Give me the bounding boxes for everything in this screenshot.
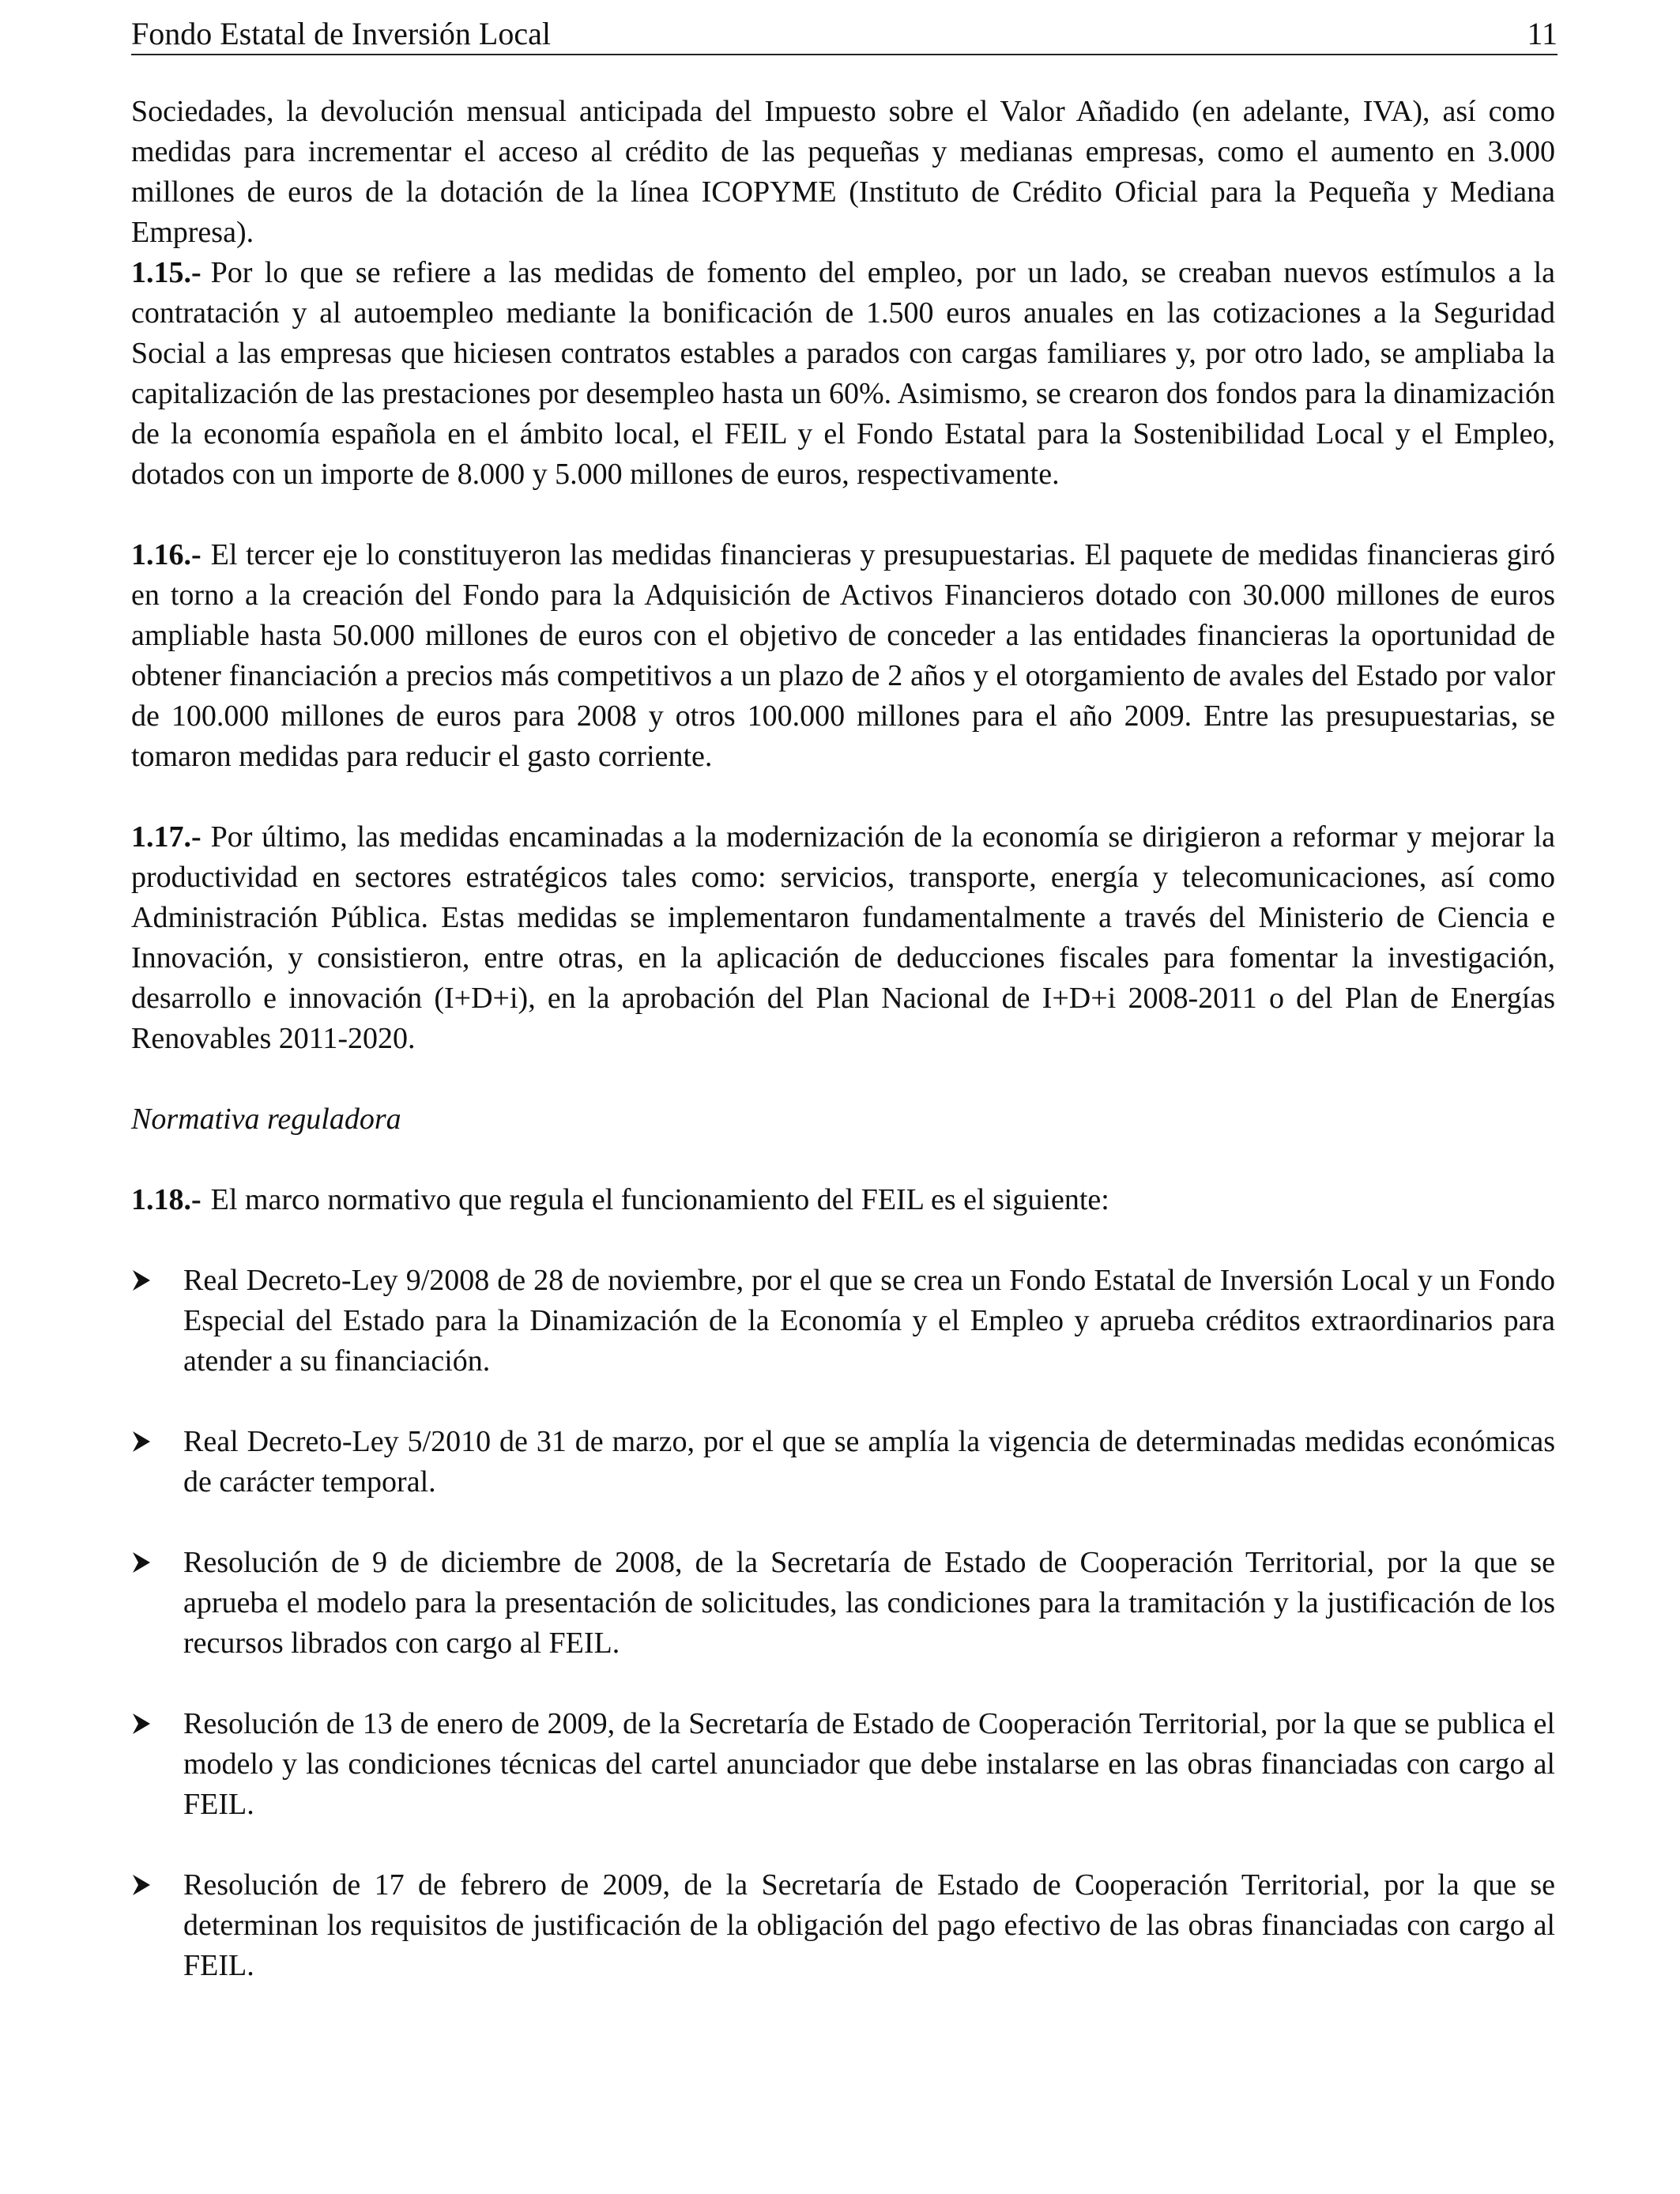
paragraph-number: 1.17.-	[131, 820, 202, 854]
list-item-text: Resolución de 13 de enero de 2009, de la Secretaría de Estado de Cooperación Territorial, por la que se publica el modelo y las condiciones técnicas del cartel anunciador que debe instalarse en las obras financiadas con cargo al FEIL.	[183, 1707, 1555, 1821]
arrow-bullet-icon	[131, 1422, 183, 1462]
paragraph-1-16	[131, 535, 1555, 777]
list-item-text: Resolución de 9 de diciembre de 2008, de la Secretaría de Estado de Cooperación Territorial, por la que se aprueba el modelo para la presentación de solicitudes, las condiciones para la tramitación y la justificación de los recursos librados con cargo al FEIL.	[183, 1546, 1555, 1660]
list-item	[131, 1261, 1555, 1382]
paragraph-number: 1.15.-	[131, 256, 202, 289]
paragraph-1-18	[131, 1180, 1555, 1220]
section-title: Normativa reguladora	[131, 1103, 401, 1136]
paragraph-text: Por lo que se refiere a las medidas de fomento del empleo, por un lado, se creaban nuevos estímulos a la contratación y al autoempleo mediante la bonificación de 1.500 euros anuales en las cotizaciones a la Seguridad Social a las empresas que hiciesen contratos estables a parados con cargas familiares y, por otro lado, se ampliaba la capitalización de las prestaciones por desempleo hasta un 60%. Asimismo, se crearon dos fondos para la dinamización de la economía española en el ámbito local, el FEIL y el Fondo Estatal para la Sostenibilidad Local y el Empleo, dotados con un importe de 8.000 y 5.000 millones de euros, respectivamente.	[131, 256, 1555, 491]
list-item	[131, 1704, 1555, 1825]
list-item	[131, 1865, 1555, 1986]
paragraph-text: El marco normativo que regula el funcionamiento del FEIL es el siguiente:	[210, 1183, 1109, 1216]
list-item	[131, 1422, 1555, 1502]
paragraph-number: 1.16.-	[131, 538, 202, 571]
paragraph-1-15	[131, 253, 1555, 495]
list-item-text: Resolución de 17 de febrero de 2009, de la Secretaría de Estado de Cooperación Territorial, por la que se determinan los requisitos de justificación de la obligación del pago efectivo de las obras financiadas con cargo al FEIL.	[183, 1868, 1555, 1982]
page-header	[131, 11, 1558, 55]
arrow-bullet-icon	[131, 1543, 183, 1583]
regulation-list	[131, 1261, 1555, 1986]
list-item-text: Real Decreto-Ley 9/2008 de 28 de noviembre, por el que se crea un Fondo Estatal de Inversión Local y un Fondo Especial del Estado para la Dinamización de la Economía y el Empleo y aprueba créditos extraordinarios para atender a su financiación.	[183, 1264, 1555, 1378]
arrow-bullet-icon	[131, 1261, 183, 1301]
paragraph-1-17	[131, 817, 1555, 1059]
header-title: Fondo Estatal de Inversión Local	[131, 16, 551, 51]
page-body	[131, 92, 1555, 2026]
paragraph-text: El tercer eje lo constituyeron las medidas financieras y presupuestarias. El paquete de medidas financieras giró en torno a la creación del Fondo para la Adquisición de Activos Financieros dotado con 30.000 millones de euros ampliable hasta 50.000 millones de euros con el objetivo de conceder a las entidades financieras la oportunidad de obtener financiación a precios más competitivos a un plazo de 2 años y el otorgamiento de avales del Estado por valor de 100.000 millones de euros para 2008 y otros 100.000 millones para el año 2009. Entre las presupuestarias, se tomaron medidas para reducir el gasto corriente.	[131, 538, 1555, 773]
paragraph-intro: Sociedades, la devolución mensual anticipada del Impuesto sobre el Valor Añadido (en adelante, IVA), así como medidas para incrementar el acceso al crédito de las pequeñas y medianas empresas, como el aumento en 3.000 millones de euros de la dotación de la línea ICOPYME (Instituto de Crédito Oficial para la Pequeña y Mediana Empresa).	[131, 95, 1555, 249]
page-number: 11	[1527, 16, 1558, 51]
list-item-text: Real Decreto-Ley 5/2010 de 31 de marzo, por el que se amplía la vigencia de determinadas medidas económicas de carácter temporal.	[183, 1425, 1555, 1498]
paragraph-number: 1.18.-	[131, 1183, 202, 1216]
list-item	[131, 1543, 1555, 1664]
paragraph-text: Por último, las medidas encaminadas a la modernización de la economía se dirigieron a reformar y mejorar la productividad en sectores estratégicos tales como: servicios, transporte, energía y telecomunicaciones, así como Administración Pública. Estas medidas se implementaron fundamentalmente a través del Ministerio de Ciencia e Innovación, y consistieron, entre otras, en la aplicación de deducciones fiscales para fomentar la investigación, desarrollo e innovación (I+D+i), en la aprobación del Plan Nacional de I+D+i 2008-2011 o del Plan de Energías Renovables 2011-2020.	[131, 820, 1555, 1055]
arrow-bullet-icon	[131, 1704, 183, 1744]
arrow-bullet-icon	[131, 1865, 183, 1906]
